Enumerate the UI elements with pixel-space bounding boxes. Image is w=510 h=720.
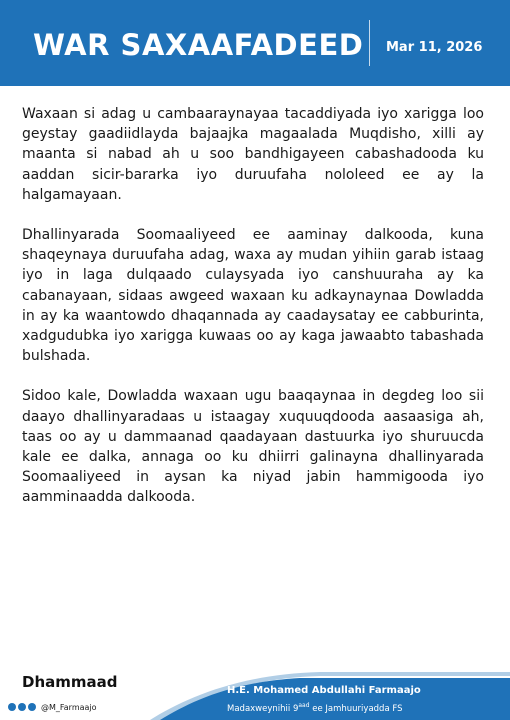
closing-word: Dhammaad [22, 673, 118, 691]
statement-body [22, 104, 484, 528]
twitter-icon[interactable] [28, 703, 36, 711]
signature-role-sup: aad [298, 702, 310, 709]
signature-role [227, 702, 402, 714]
facebook-icon[interactable] [8, 703, 16, 711]
paragraph-3: Sidoo kale, Dowladda waxaan ugu baaqaynaa in degdeg loo sii daayo dhallinyaradaas u istaagay xuquuqdooda aasaasiga ah, taas oo ay u dammaanad qaadayaan dastuurka iyo shuruucda kale ee dalka, annaga oo ku dhiirri galinayna dhallinyarada Soomaaliyeed in aysan ka niyad jabin hammigooda iyo aamminaadda dalkooda. [22, 388, 484, 506]
signature-role-prefix: Madaxweynihii 9 [227, 703, 299, 714]
instagram-icon[interactable] [18, 703, 26, 711]
header-divider [369, 20, 370, 66]
signature-role-suffix: ee Jamhuuriyadda FS [309, 703, 403, 714]
social-links [8, 700, 97, 714]
paragraph-2: Dhallinyarada Soomaaliyeed ee aaminay dalkooda, kuna shaqeynaya duruufaha adag, waxa ay mudan yihiin garab istaag iyo in laga dulqaado culaysyada iyo canshuuraha ay ka cabanayaan, sidaas awgeed waxaan ku adkaynaynaa Dowladda in ay ka waantowdo dhaqannada ay caadaysatay ee cabburinta, xadgudubka iyo xarigga kuwaas oo ay kaga jawaabto tabashada bulshada. [22, 227, 484, 365]
date-label: Mar 11, 2026 [386, 40, 483, 55]
header-banner [0, 0, 510, 86]
page-title: WAR SAXAAFADEED [33, 28, 364, 62]
paragraph-1: Waxaan si adag u cambaaraynayaa tacaddiyada iyo xarigga loo geystay gaadiidlayda bajaajka magaalada Muqdisho, xilli ay maanta si nabad ah u soo bandhigayeen cabashadooda ku aaddan sicir-bararka iyo duruufaha nololeed ee ay la halgamayaan. [22, 106, 484, 203]
social-handle[interactable]: @M_Farmaajo [41, 702, 97, 712]
signature-name: H.E. Mohamed Abdullahi Farmaajo [227, 685, 421, 696]
